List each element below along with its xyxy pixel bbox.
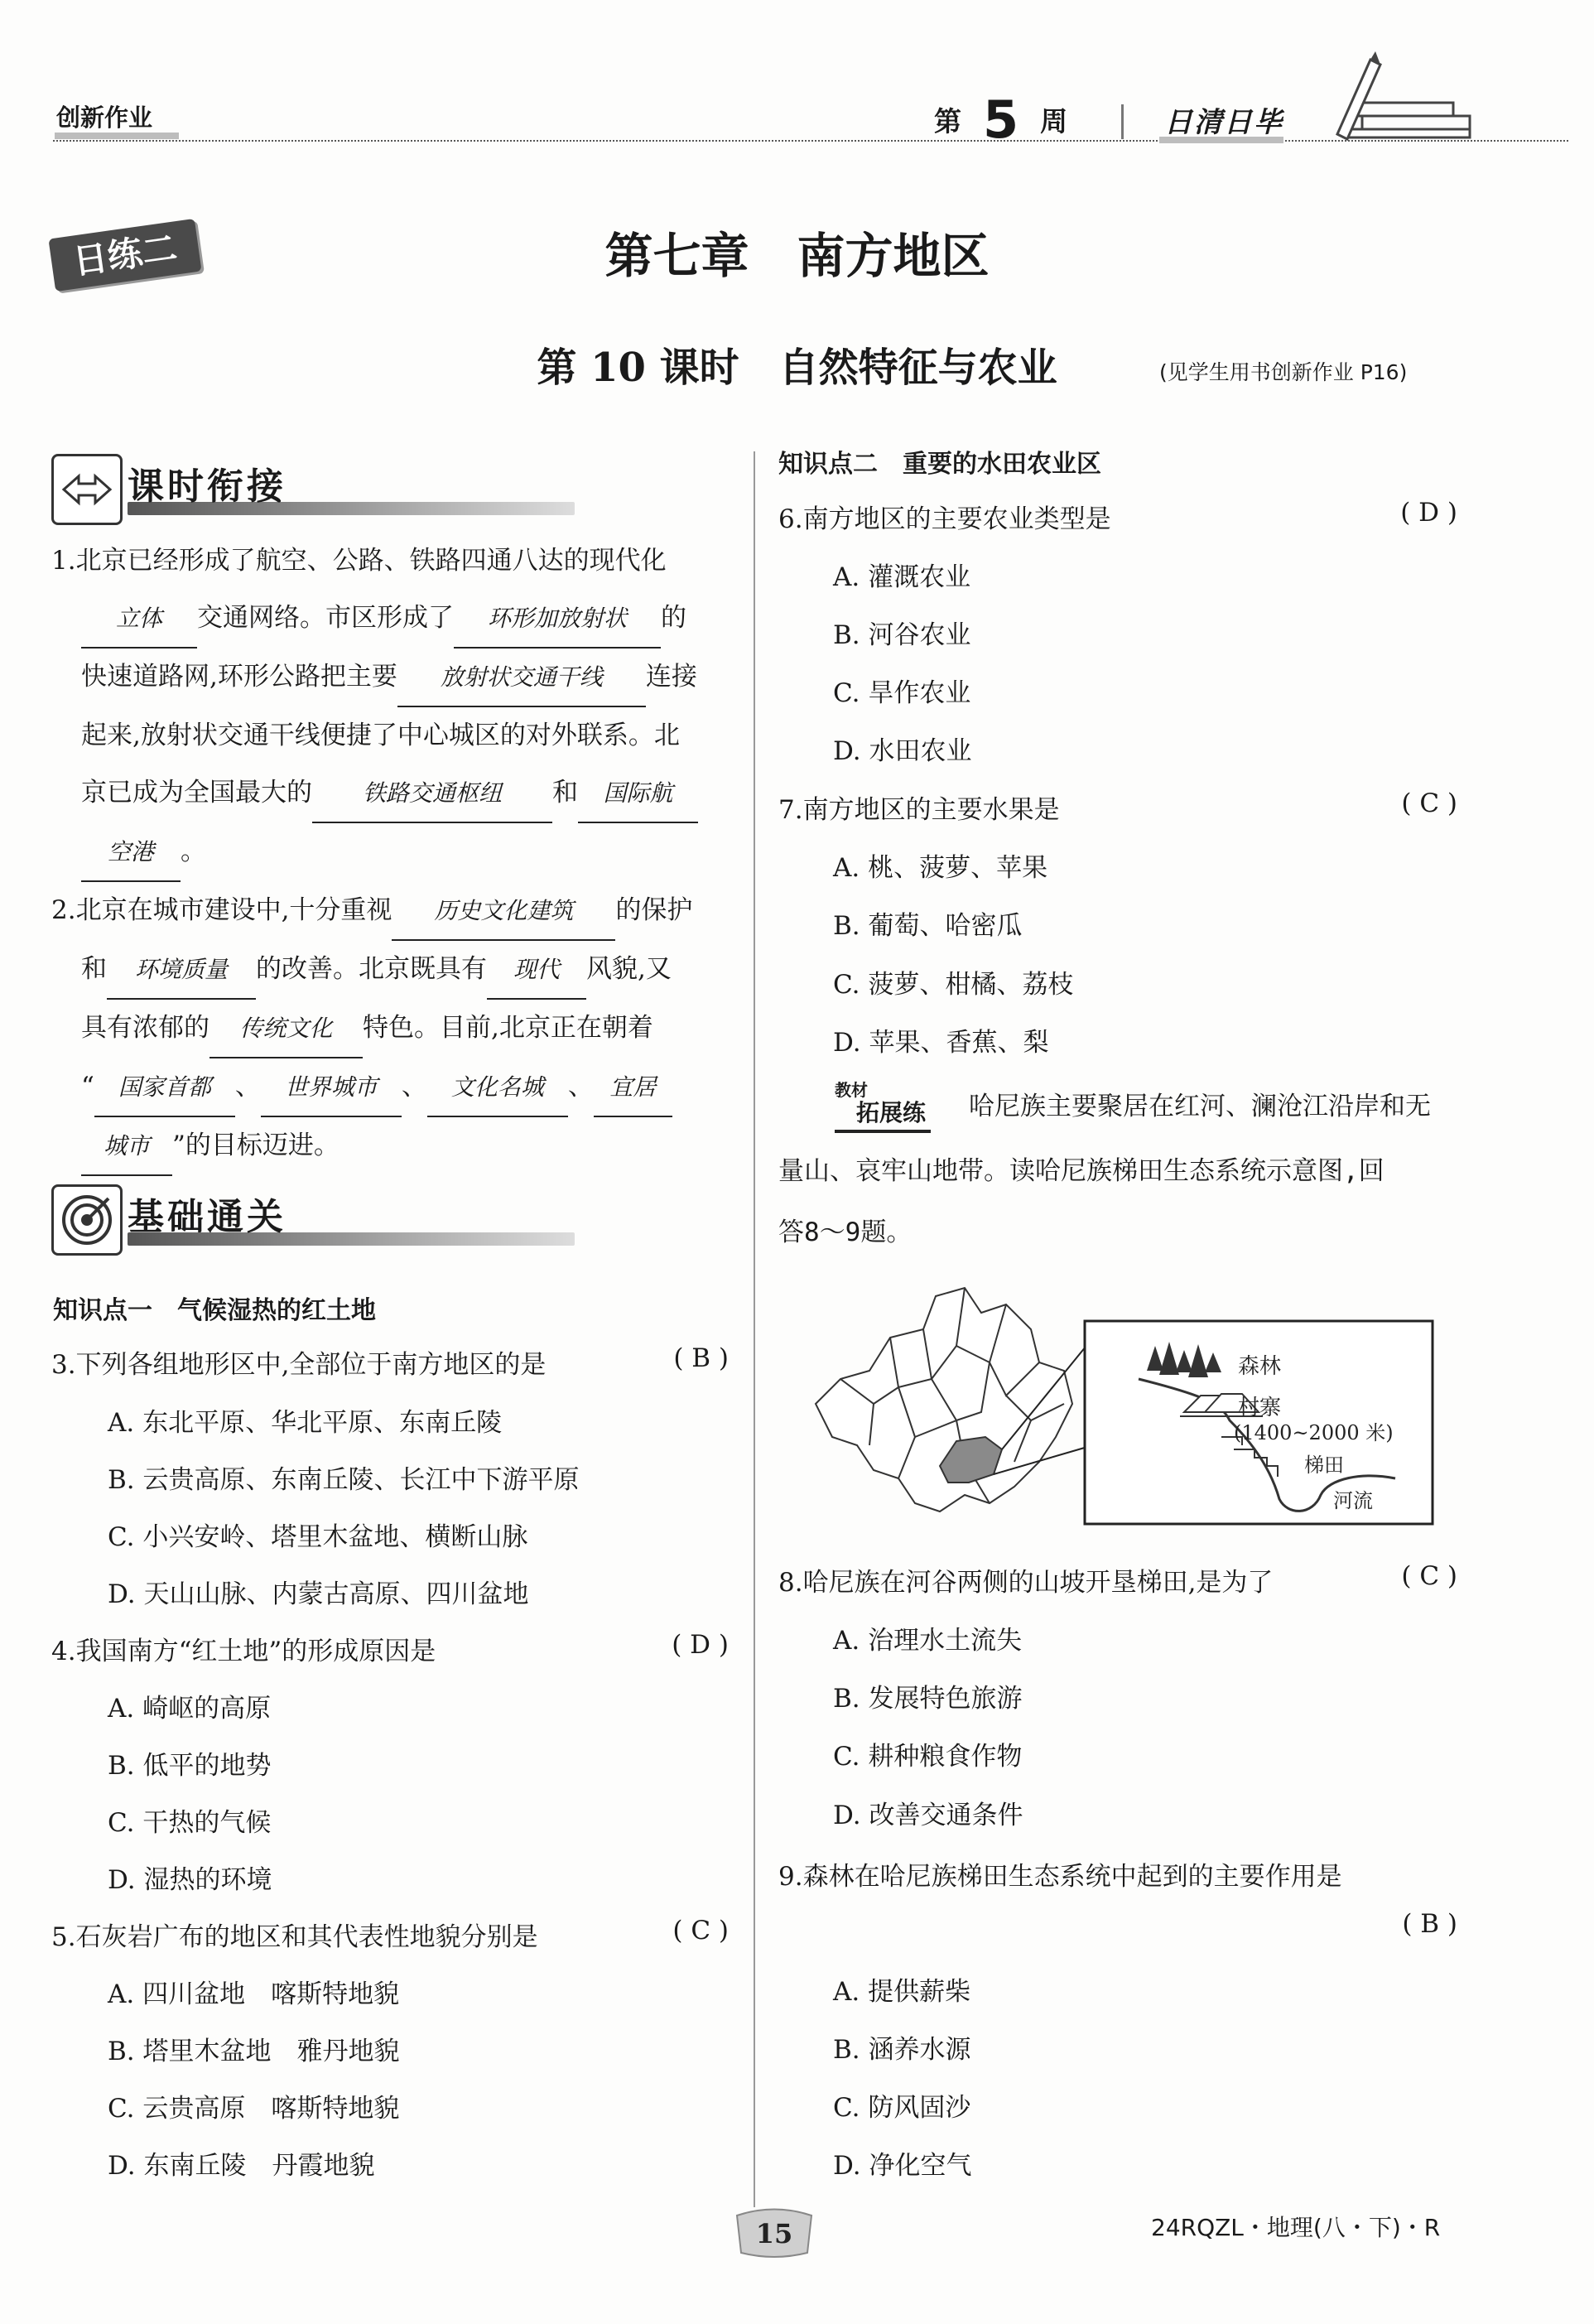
label-river: 河流: [1333, 1489, 1373, 1512]
column-divider: [754, 451, 755, 2207]
text: 、: [234, 1072, 261, 1102]
q9-option-a: A. 提供薪柴: [833, 1977, 971, 2007]
page-number-badge: [729, 2203, 820, 2261]
q7-option-c: C. 菠萝、柑橘、荔枝: [833, 970, 1074, 1000]
text: 的: [661, 603, 686, 633]
q2-line2: [51, 941, 739, 1000]
blank: 传统文化: [209, 1000, 363, 1058]
week-prefix: 第: [934, 105, 961, 137]
q7-option-b: B. 葡萄、哈密瓜: [833, 911, 1023, 941]
q1-line1: 1.北京已经形成了航空、公路、铁路四通八达的现代化: [51, 546, 667, 576]
header-separator: [1121, 104, 1124, 139]
blank: 文化名城: [427, 1058, 568, 1117]
text: 、: [567, 1072, 594, 1102]
header-week: [934, 83, 1068, 150]
q2-line4: [51, 1058, 739, 1117]
text: 的保护: [615, 895, 693, 925]
blank: 立体: [81, 590, 197, 649]
text: 京已成为全国最大的: [81, 778, 312, 808]
q8-answer: ( C ): [1401, 1561, 1457, 1591]
q6-option-c: C. 旱作农业: [833, 678, 971, 708]
week-number: 5: [983, 89, 1019, 150]
q2-line1: [51, 882, 739, 941]
blank: 空港: [81, 823, 181, 882]
q3-option-b: B. 云贵高原、东南丘陵、长江中下游平原: [108, 1465, 580, 1495]
blank: 国际航: [578, 764, 698, 823]
blank: 历史文化建筑: [392, 882, 615, 941]
q7-stem: 7.南方地区的主要水果是: [778, 795, 1060, 825]
q9-option-b: B. 涵养水源: [833, 2035, 971, 2065]
extension-line2: 量山、哀牢山地带。读哈尼族梯田生态系统示意图,回: [778, 1156, 1385, 1186]
label-terraces: 梯田: [1304, 1454, 1344, 1477]
blank: 国家首都: [94, 1058, 235, 1117]
text: ”的目标迈进。: [172, 1131, 340, 1160]
q3-option-d: D. 天山山脉、内蒙古高原、四川盆地: [108, 1579, 529, 1609]
blank: 铁路交通枢纽: [312, 764, 552, 823]
footer-book-code: 24RQZL・地理(八・下)・R: [1151, 2214, 1441, 2241]
text: 。: [181, 837, 206, 866]
q9-option-d: D. 净化空气: [833, 2151, 972, 2181]
text: 和: [552, 778, 578, 808]
text: 连接: [645, 662, 697, 692]
label-forest: 森林: [1238, 1354, 1282, 1379]
q3-stem: 3.下列各组地形区中,全部位于南方地区的是: [51, 1350, 547, 1380]
header-left-label: 创新作业: [56, 104, 153, 132]
knowledge-point-1: 知识点一 气候湿热的红土地: [53, 1296, 376, 1325]
q5-option-d: D. 东南丘陵 丹霞地貌: [108, 2151, 375, 2181]
q7-option-d: D. 苹果、香蕉、梨: [833, 1028, 1049, 1058]
page-number: 15: [755, 2218, 793, 2249]
text: 、: [401, 1072, 427, 1102]
q1-text: [51, 533, 739, 1176]
q3-option-c: C. 小兴安岭、塔里木盆地、横断山脉: [108, 1522, 528, 1552]
text: 具有浓郁的: [81, 1013, 209, 1043]
extension-tag-main: 拓展练: [835, 1095, 931, 1133]
target-icon: [51, 1184, 123, 1256]
terrace-ecosystem-figure: [791, 1280, 1445, 1528]
text: 和: [81, 954, 107, 984]
text: 特色。目前,北京正在朝着: [363, 1013, 653, 1043]
label-altitude: (1400~2000 米): [1234, 1421, 1394, 1444]
q9-stem: 9.森林在哈尼族梯田生态系统中起到的主要作用是: [778, 1862, 1342, 1892]
text: 2.北京在城市建设中,十分重视: [51, 895, 392, 925]
daily-practice-badge: 日练二: [48, 219, 201, 292]
q6-option-a: A. 灌溉农业: [833, 562, 971, 592]
q4-option-c: C. 干热的气候: [108, 1808, 272, 1838]
section-title: 基础通关: [128, 1196, 287, 1238]
q2-line3: [51, 1000, 739, 1058]
extension-tag: [835, 1082, 931, 1133]
q1-line6: [51, 823, 739, 882]
lesson-title: 第 10 课时 自然特征与农业: [537, 345, 1057, 391]
q4-option-d: D. 湿热的环境: [108, 1865, 272, 1895]
q4-option-a: A. 崎岖的高原: [108, 1694, 272, 1724]
section-title: 课时衔接: [128, 465, 287, 508]
blank: 放射状交通干线: [397, 649, 646, 707]
blank: 环境质量: [107, 941, 256, 1000]
q4-option-b: B. 低平的地势: [108, 1751, 272, 1781]
q1-line4: 起来,放射状交通干线便捷了中心城区的对外联系。北: [81, 721, 680, 750]
q4-stem: 4.我国南方“红土地”的形成原因是: [51, 1637, 436, 1666]
blank: 城市: [81, 1117, 172, 1176]
q3-option-a: A. 东北平原、华北平原、东南丘陵: [108, 1408, 503, 1438]
q5-answer: ( C ): [672, 1916, 729, 1946]
q8-option-a: A. 治理水土流失: [833, 1626, 1023, 1656]
extension-line1: 哈尼族主要聚居在红河、澜沧江沿岸和无: [969, 1092, 1431, 1121]
q6-answer: ( D ): [1400, 498, 1457, 528]
q5-option-c: C. 云贵高原 喀斯特地貌: [108, 2094, 400, 2124]
label-village: 村寨: [1238, 1396, 1282, 1420]
q7-answer: ( C ): [1401, 788, 1457, 818]
extension-tag-top: 教材: [835, 1080, 868, 1100]
q8-option-d: D. 改善交通条件: [833, 1801, 1023, 1830]
section-header-lesson-link: [51, 454, 581, 528]
q1-line3: [51, 649, 739, 707]
text: 风貌,又: [586, 954, 672, 984]
q6-option-b: B. 河谷农业: [833, 620, 971, 650]
q2-line5: [51, 1117, 739, 1176]
text: 的改善。北京既具有: [256, 954, 487, 984]
q5-option-b: B. 塔里木盆地 雅丹地貌: [108, 2037, 400, 2066]
q8-option-b: B. 发展特色旅游: [833, 1684, 1023, 1714]
q6-option-d: D. 水田农业: [833, 736, 972, 766]
q5-stem: 5.石灰岩广布的地区和其代表性地貌分别是: [51, 1922, 538, 1952]
q5-option-a: A. 四川盆地 喀斯特地貌: [108, 1979, 400, 2009]
q8-option-c: C. 耕种粮食作物: [833, 1742, 1023, 1772]
text: “: [81, 1072, 94, 1102]
q6-stem: 6.南方地区的主要农业类型是: [778, 504, 1111, 534]
header-left-underline: [55, 133, 179, 139]
header-right-label: 日清日毕: [1164, 106, 1283, 139]
q1-line2: [51, 590, 739, 649]
knowledge-point-2: 知识点二 重要的水田农业区: [778, 450, 1101, 479]
blank: 现代: [487, 941, 586, 1000]
books-pencil-icon: [1321, 51, 1486, 142]
textbook-reference: (见学生用书创新作业 P16): [1159, 360, 1408, 384]
yunnan-map: [816, 1288, 1072, 1512]
q3-answer: ( B ): [673, 1343, 729, 1373]
chapter-title: 第七章 南方地区: [604, 228, 990, 284]
q9-option-c: C. 防风固沙: [833, 2093, 971, 2123]
blank: 宜居: [594, 1058, 672, 1117]
blank: 环形加放射状: [454, 590, 661, 649]
section-header-basics: [51, 1184, 581, 1259]
arrows-icon: [51, 454, 123, 525]
q4-answer: ( D ): [672, 1630, 729, 1660]
text: 交通网络。市区形成了: [197, 603, 454, 633]
blank: 世界城市: [261, 1058, 402, 1117]
week-suffix: 周: [1040, 105, 1068, 137]
q8-stem: 8.哈尼族在河谷两侧的山坡开垦梯田,是为了: [778, 1568, 1274, 1598]
q9-answer: ( B ): [1402, 1909, 1457, 1939]
q7-option-a: A. 桃、菠萝、苹果: [833, 853, 1048, 883]
text: 快速道路网,环形公路把主要: [81, 662, 397, 692]
q1-line5: [51, 764, 739, 823]
extension-line3: 答8～9题。: [778, 1217, 913, 1247]
